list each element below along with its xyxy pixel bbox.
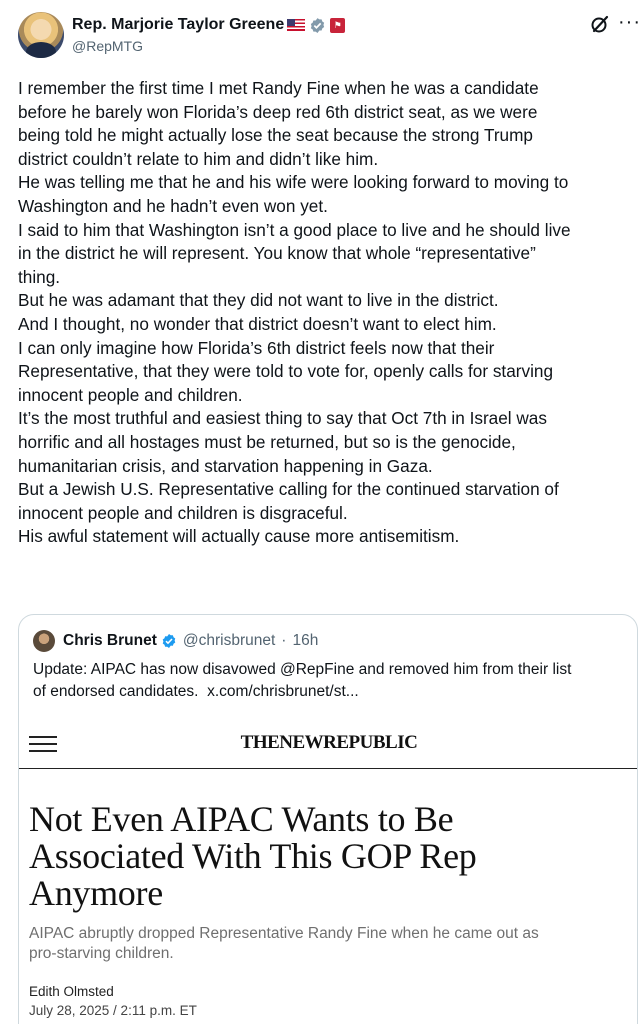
headline-line: Associated With This GOP Rep [29,836,477,876]
headline-line: Not Even AIPAC Wants to Be [29,799,454,839]
tweet-body [18,77,638,549]
party-badge-icon: ⚑ [330,18,345,33]
quoted-text-line [33,681,629,703]
tweet-line: Washington and he hadn’t even won yet. [18,195,328,216]
article-subheadline [29,924,629,964]
article-nav [19,719,638,769]
quoted-tweet-text [33,659,629,703]
tweet-line: humanitarian crisis, and starvation happening in Gaza. [18,455,433,476]
tweet-line: It’s the most truthful and easiest thing to say that Oct 7th in Israel was [18,408,547,429]
tweet-line: I said to him that Washington isn’t a good place to live and he should live [18,219,571,240]
author-name-row [72,14,345,36]
tweet-line: But a Jewish U.S. Representative calling for the continued starvation of [18,479,559,500]
quoted-tweet-link[interactable]: x.com/chrisbrunet/st... [207,683,359,700]
verified-badge-icon[interactable] [309,17,326,34]
quoted-author-avatar[interactable] [33,630,55,652]
tweet-line: district couldn’t relate to him and didn’t like him. [18,148,379,169]
us-flag-icon [287,19,305,31]
quoted-tweet-time[interactable]: 16h [292,632,319,649]
quoted-author-name[interactable]: Chris Brunet [63,632,157,649]
tweet-line: horrific and all hostages must be returned, but so is the genocide, [18,431,516,452]
quoted-author-handle[interactable]: @chrisbrunet [182,632,276,649]
article-screenshot[interactable] [19,719,638,1024]
quoted-text-line: Update: AIPAC has now disavowed @RepFine and removed him from their list [33,661,572,678]
article-date: July 28, 2025 / 2:11 p.m. ET [29,1003,197,1018]
tweet-line: in the district he will represent. You know that whole “representative” [18,243,536,264]
tweet-line: thing. [18,266,61,287]
quoted-tweet-card[interactable] [18,614,638,1024]
tweet-line: He was telling me that he and his wife were looking forward to moving to [18,172,569,193]
verified-badge-icon[interactable] [161,633,177,649]
author-display-name[interactable]: Rep. Marjorie Taylor Greene [72,16,285,33]
publication-masthead: THENEWREPUBLIC [240,732,418,753]
grok-icon[interactable] [590,14,610,34]
tweet-line: I remember the first time I met Randy Fine when he was a candidate [18,78,539,98]
tweet-line: innocent people and children is disgraceful. [18,502,348,523]
tweet-line: I can only imagine how Florida’s 6th district feels now that their [18,337,495,358]
subhead-line: AIPAC abruptly dropped Representative Randy Fine when he came out as [29,925,539,942]
tweet-line: innocent people and children. [18,384,243,405]
tweet-line: But he was adamant that they did not want to live in the district. [18,290,499,311]
subhead-line: pro-starving children. [29,945,174,962]
tweet-line: being told he might actually lose the seat because the strong Trump [18,125,533,146]
article-headline [29,801,629,912]
author-avatar[interactable] [18,12,64,58]
tweet-line: Representative, that they were told to vote for, openly calls for starving [18,361,554,382]
meta-separator: · [281,632,287,649]
more-icon[interactable]: ··· [618,11,641,33]
author-handle[interactable]: @RepMTG [72,38,143,54]
quoted-text-prefix: of endorsed candidates. [33,683,199,700]
tweet-header [0,0,644,70]
headline-line: Anymore [29,873,163,913]
article-byline: Edith Olmsted [29,984,114,999]
tweet-line: And I thought, no wonder that district doesn’t want to elect him. [18,313,497,334]
tweet-line: before he barely won Florida’s deep red 6th district seat, as we were [18,101,538,122]
quoted-tweet-header [33,629,318,653]
tweet-line: His awful statement will actually cause more antisemitism. [18,526,460,547]
